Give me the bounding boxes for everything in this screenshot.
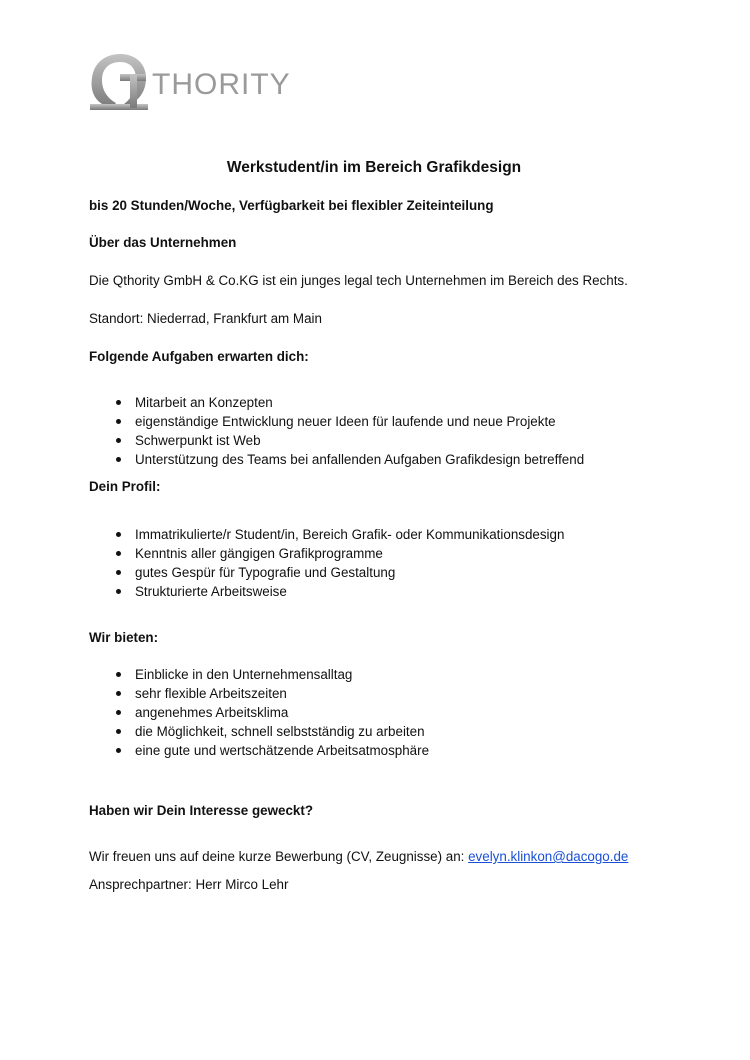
list-item: Strukturierte Arbeitsweise [135, 582, 689, 601]
logo-wordmark: THORITY [152, 68, 291, 101]
list-item: Immatrikulierte/r Student/in, Bereich Grafik- oder Kommunikationsdesign [135, 525, 689, 544]
contact-person: Ansprechpartner: Herr Mirco Lehr [89, 877, 289, 892]
page-title: Werkstudent/in im Bereich Grafikdesign [226, 159, 522, 176]
tasks-list [89, 393, 689, 469]
list-item: Unterstützung des Teams bei anfallenden Aufgaben Grafikdesign betreffend [135, 450, 689, 469]
list-item: Schwerpunkt ist Web [135, 431, 689, 450]
location-text: Standort: Niederrad, Frankfurt am Main [89, 311, 322, 326]
list-item: die Möglichkeit, schnell selbstständig zu arbeiten [135, 722, 689, 741]
profile-list [89, 525, 689, 601]
list-item: eigenständige Entwicklung neuer Ideen für laufende und neue Projekte [135, 412, 689, 431]
offer-heading: Wir bieten: [89, 630, 159, 645]
list-item: angenehmes Arbeitsklima [135, 703, 689, 722]
job-posting [89, 158, 689, 894]
tasks-heading: Folgende Aufgaben erwarten dich: [89, 349, 309, 364]
list-item: Einblicke in den Unternehmensalltag [135, 665, 689, 684]
contact-heading: Haben wir Dein Interesse geweckt? [89, 803, 313, 818]
list-item: Kenntnis aller gängigen Grafikprogramme [135, 544, 689, 563]
list-item: gutes Gespür für Typografie und Gestaltung [135, 563, 689, 582]
contact-text [89, 847, 689, 866]
company-heading: Über das Unternehmen [89, 235, 237, 250]
list-item: eine gute und wertschätzende Arbeitsatmosphäre [135, 741, 689, 760]
profile-heading: Dein Profil: [89, 479, 161, 494]
email-link[interactable]: evelyn.klinkon@dacogo.de [468, 849, 629, 864]
company-logo [90, 50, 320, 112]
company-text: Die Qthority GmbH & Co.KG ist ein junges legal tech Unternehmen im Bereich des Rechts. [89, 273, 628, 288]
qthority-logo-icon [90, 50, 320, 112]
contact-intro: Wir freuen uns auf deine kurze Bewerbung (CV, Zeugnisse) an: [89, 849, 469, 864]
list-item: sehr flexible Arbeitszeiten [135, 684, 689, 703]
offer-list [89, 665, 689, 760]
job-subtitle: bis 20 Stunden/Woche, Verfügbarkeit bei flexibler Zeiteinteilung [89, 198, 494, 213]
list-item: Mitarbeit an Konzepten [135, 393, 689, 412]
